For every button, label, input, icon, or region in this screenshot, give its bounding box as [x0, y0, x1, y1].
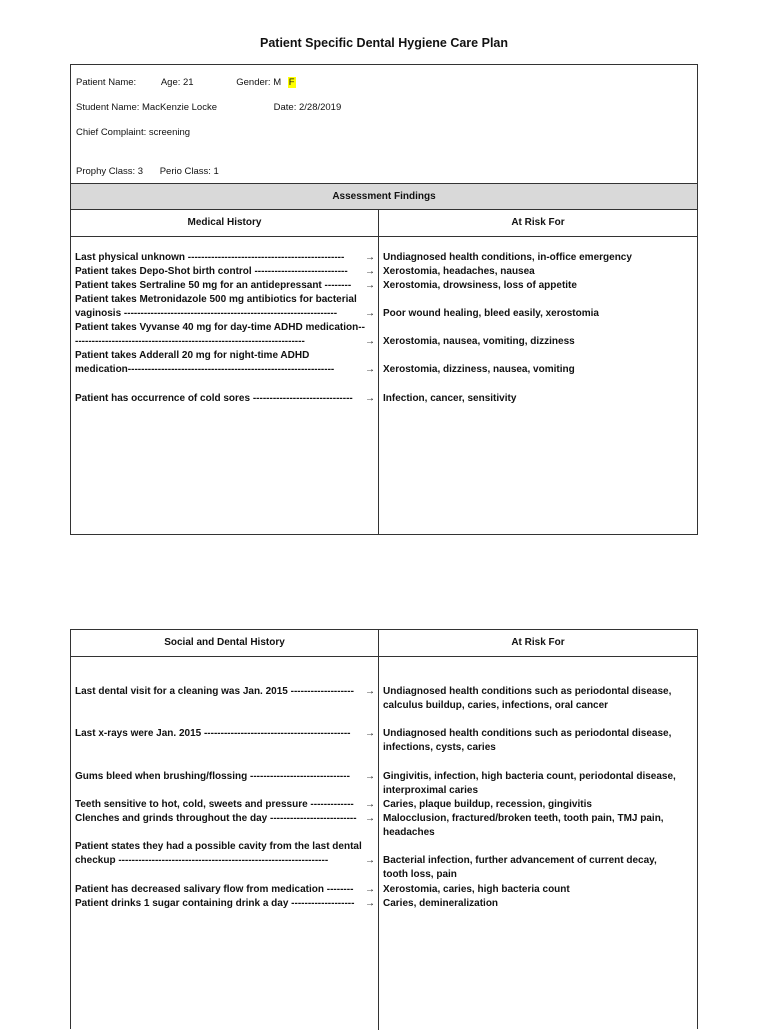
social-column-headers — [71, 630, 697, 657]
social-risk-item — [383, 812, 691, 826]
medical-history-item — [75, 251, 375, 265]
social-risk-item-text: Caries, demineralization — [383, 898, 499, 909]
medical-risk-item — [383, 251, 691, 265]
medical-history-item — [75, 307, 375, 321]
medical-history-item-text: Patient takes Adderall 20 mg for night-time ADHD — [75, 350, 310, 361]
social-history-item — [75, 798, 375, 812]
social-history-item — [75, 883, 375, 897]
arrow-right-icon: → — [365, 393, 375, 404]
medical-risk-item-text: Xerostomia, headaches, nausea — [383, 266, 535, 277]
social-risk-item — [383, 685, 691, 699]
patient-gender-label: Gender: M — [236, 77, 282, 88]
medical-history-item-text: Patient takes Sertraline 50 mg for an antidepressant -------- — [75, 280, 352, 291]
social-risk-item-cont — [383, 741, 691, 755]
prophy-class: Prophy Class: 3 — [76, 166, 144, 177]
patient-care-plan-table — [70, 64, 698, 535]
social-history-item-text: Gums bleed when brushing/flossing ------------------------------ — [75, 771, 350, 782]
social-risk-item — [383, 897, 691, 911]
medical-history-item — [75, 279, 375, 293]
chief-complaint: Chief Complaint: screening — [76, 127, 191, 138]
arrow-right-icon: → — [365, 898, 375, 909]
column-divider — [378, 210, 379, 534]
arrow-right-icon: → — [365, 686, 375, 697]
arrow-right-icon: → — [365, 364, 375, 375]
social-history-item-text: Last dental visit for a cleaning was Jan. 2015 ------------------- — [75, 686, 354, 697]
arrow-right-icon: → — [365, 266, 375, 277]
medical-history-item — [75, 349, 375, 363]
social-risk-item-cont — [383, 826, 691, 840]
social-history-item — [75, 770, 375, 784]
medical-risk-item — [383, 392, 691, 406]
medical-risk-item — [383, 363, 691, 377]
social-history-item — [75, 727, 375, 741]
social-history-item-text: Patient states they had a possible cavity from the last dental — [75, 841, 362, 852]
social-history-item — [75, 840, 375, 854]
medical-history-item-text: medication-------------------------------------------------------------- — [75, 364, 335, 375]
arrow-right-icon: → — [365, 728, 375, 739]
social-risk-item-text: Bacterial infection, further advancement of current decay, — [383, 855, 657, 866]
social-risk-item — [383, 770, 691, 784]
arrow-right-icon: → — [365, 855, 375, 866]
social-at-risk-for-header: At Risk For — [511, 637, 565, 648]
arrow-right-icon: → — [365, 771, 375, 782]
medical-history-header: Medical History — [187, 217, 262, 228]
medical-history-item-text: Patient takes Vyvanse 40 mg for day-time ADHD medication-- — [75, 322, 365, 333]
social-risk-item-cont-text: calculus buildup, caries, infections, oral cancer — [383, 700, 609, 711]
social-risk-item-text: Caries, plaque buildup, recession, gingivitis — [383, 799, 592, 810]
social-history-item — [75, 854, 375, 868]
patient-name-label: Patient Name: — [76, 77, 137, 88]
medical-history-item-text: vaginosis ---------------------------------------------------------------- — [75, 308, 338, 319]
social-history-item — [75, 812, 375, 826]
social-history-item-text: checkup --------------------------------------------------------------- — [75, 855, 329, 866]
social-risk-item-cont-text: headaches — [383, 827, 435, 838]
medical-risk-item-text: Undiagnosed health conditions, in-office emergency — [383, 252, 632, 263]
social-risk-item-cont — [383, 784, 691, 798]
arrow-right-icon: → — [365, 799, 375, 810]
social-risk-item-text: Xerostomia, caries, high bacteria count — [383, 884, 570, 895]
social-risk-item-cont-text: interproximal caries — [383, 785, 479, 796]
social-risk-item-text: Undiagnosed health conditions such as periodontal disease, — [383, 686, 672, 697]
social-risk-item — [383, 883, 691, 897]
patient-gender-selected: F — [288, 77, 295, 88]
arrow-right-icon: → — [365, 884, 375, 895]
social-risk-item-cont-text: tooth loss, pain — [383, 869, 457, 880]
medical-risk-item-text: Xerostomia, dizziness, nausea, vomiting — [383, 364, 575, 375]
social-risk-item-cont — [383, 699, 691, 713]
medical-history-item-text: Patient takes Metronidazole 500 mg antibiotics for bacterial — [75, 294, 357, 305]
social-risk-item-cont-text: infections, cysts, caries — [383, 742, 496, 753]
medical-history-item — [75, 335, 375, 349]
arrow-right-icon: → — [365, 813, 375, 824]
medical-history-item-text: Patient takes Depo-Shot birth control ---------------------------- — [75, 266, 348, 277]
social-risk-item — [383, 798, 691, 812]
medical-risk-item-text: Poor wound healing, bleed easily, xerostomia — [383, 308, 599, 319]
arrow-right-icon: → — [365, 252, 375, 263]
social-dental-history-table — [70, 629, 698, 1029]
social-history-item-text: Teeth sensitive to hot, cold, sweets and pressure ------------- — [75, 799, 354, 810]
medical-risk-item-text: Xerostomia, drowsiness, loss of appetite — [383, 280, 577, 291]
social-history-item-text: Last x-rays were Jan. 2015 -------------------------------------------- — [75, 728, 351, 739]
medical-history-item — [75, 265, 375, 279]
social-risk-item — [383, 854, 691, 868]
medical-history-item — [75, 363, 375, 377]
arrow-right-icon: → — [365, 336, 375, 347]
medical-risk-item — [383, 307, 691, 321]
social-risk-item-text: Malocclusion, fractured/broken teeth, tooth pain, TMJ pain, — [383, 813, 664, 824]
arrow-right-icon: → — [365, 280, 375, 291]
patient-info-line-4 — [76, 166, 219, 177]
social-dental-history-header: Social and Dental History — [164, 637, 285, 648]
social-history-item — [75, 897, 375, 911]
social-risk-item-cont — [383, 868, 691, 882]
social-history-item-text: Patient has decreased salivary flow from medication -------- — [75, 884, 354, 895]
medical-history-item — [75, 293, 375, 307]
patient-info-line-2 — [76, 102, 341, 113]
patient-info-line-1 — [76, 77, 296, 88]
social-column-divider — [378, 630, 379, 1030]
medical-history-item-text: --------------------------------------------------------------------- — [75, 336, 305, 347]
medical-risk-item — [383, 279, 691, 293]
social-history-item — [75, 685, 375, 699]
assessment-findings-header: Assessment Findings — [71, 183, 697, 210]
perio-class: Perio Class: 1 — [159, 166, 219, 177]
plan-date: Date: 2/28/2019 — [273, 102, 342, 113]
medical-risk-item-text: Xerostomia, nausea, vomiting, dizziness — [383, 336, 575, 347]
medical-history-item-text: Patient has occurrence of cold sores ------------------------------ — [75, 393, 353, 404]
patient-age: Age: 21 — [160, 77, 194, 88]
at-risk-for-header: At Risk For — [511, 217, 565, 228]
social-risk-item-text: Gingivitis, infection, high bacteria count, periodontal disease, — [383, 771, 676, 782]
medical-risk-item-text: Infection, cancer, sensitivity — [383, 393, 517, 404]
social-risk-item — [383, 727, 691, 741]
student-name: Student Name: MacKenzie Locke — [76, 102, 217, 113]
assessment-column-headers — [71, 210, 697, 237]
medical-history-item — [75, 321, 375, 335]
arrow-right-icon: → — [365, 308, 375, 319]
medical-history-item — [75, 392, 375, 406]
medical-risk-item — [383, 335, 691, 349]
medical-risk-item — [383, 265, 691, 279]
social-history-item-text: Clenches and grinds throughout the day -------------------------- — [75, 813, 357, 824]
medical-history-item-text: Last physical unknown ----------------------------------------------- — [75, 252, 345, 263]
social-risk-item-text: Undiagnosed health conditions such as periodontal disease, — [383, 728, 672, 739]
social-history-item-text: Patient drinks 1 sugar containing drink a day ------------------- — [75, 898, 355, 909]
document-title: Patient Specific Dental Hygiene Care Plan — [260, 36, 508, 50]
